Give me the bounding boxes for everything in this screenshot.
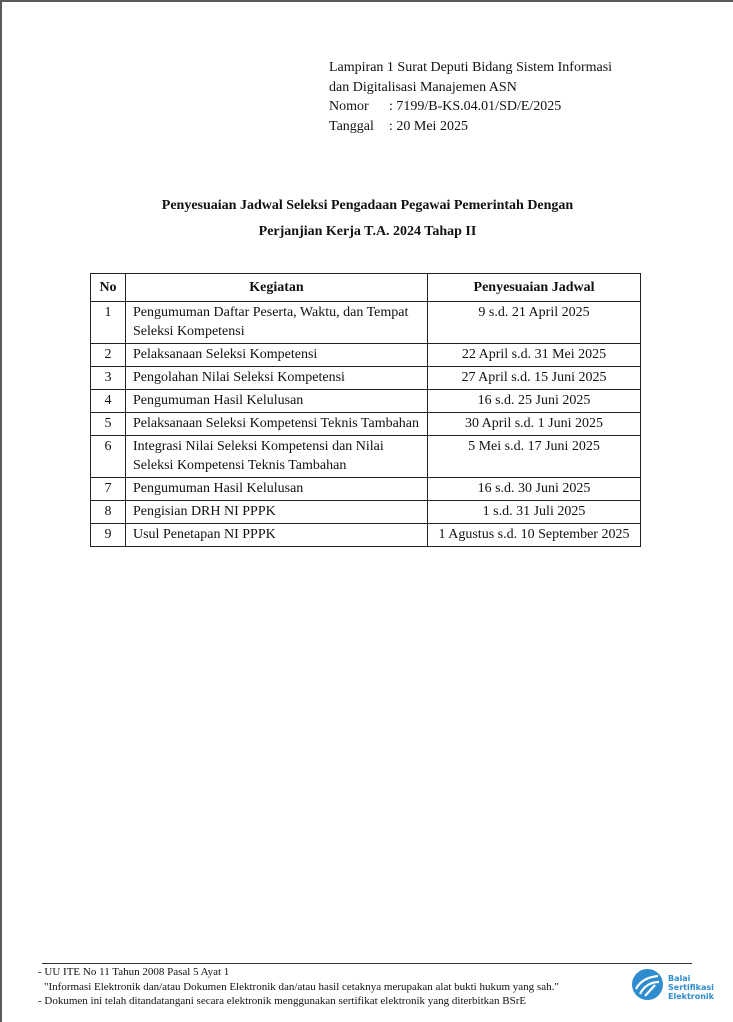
row-kegiatan: Pelaksanaan Seleksi Kompetensi [126,344,428,367]
header-jadwal: Penyesuaian Jadwal [428,274,641,302]
table-row [91,413,641,436]
footer-line-3: - Dokumen ini telah ditandatangani secara elektronik menggunakan sertifikat elektronik yang diterbitkan BSrE [38,995,527,1007]
row-jadwal: 22 April s.d. 31 Mei 2025 [428,344,641,367]
row-kegiatan: Usul Penetapan NI PPPK [126,524,428,547]
bsre-logo [631,968,714,1006]
title-line-2: Perjanjian Kerja T.A. 2024 Tahap II [258,224,477,239]
row-no: 4 [91,390,126,413]
bsre-logo-text [668,974,714,1001]
row-kegiatan: Pelaksanaan Seleksi Kompetensi Teknis Tambahan [126,413,428,436]
row-jadwal: 16 s.d. 25 Juni 2025 [428,390,641,413]
row-kegiatan: Integrasi Nilai Seleksi Kompetensi dan Nilai Seleksi Kompetensi Teknis Tambahan [126,436,428,478]
letterhead [329,58,612,136]
footer-line-1: - UU ITE No 11 Tahun 2008 Pasal 5 Ayat 1 [38,966,230,978]
row-no: 2 [91,344,126,367]
footer-divider [42,963,692,964]
header-kegiatan: Kegiatan [126,274,428,302]
row-jadwal: 1 Agustus s.d. 10 September 2025 [428,524,641,547]
table-row [91,390,641,413]
row-jadwal: 5 Mei s.d. 17 Juni 2025 [428,436,641,478]
row-jadwal: 9 s.d. 21 April 2025 [428,302,641,344]
table-row [91,367,641,390]
bsre-line-3: Elektronik [668,991,714,1001]
tanggal-value: : 20 Mei 2025 [389,118,468,134]
table-row [91,436,641,478]
letterhead-tanggal [329,117,612,137]
table-row [91,478,641,501]
row-no: 8 [91,501,126,524]
title-line-1: Penyesuaian Jadwal Seleksi Pengadaan Pegawai Pemerintah Dengan [161,198,574,213]
row-no: 3 [91,367,126,390]
row-no: 9 [91,524,126,547]
row-jadwal: 1 s.d. 31 Juli 2025 [428,501,641,524]
table-row [91,302,641,344]
document-page [2,2,733,1022]
table-row [91,344,641,367]
row-kegiatan: Pengisian DRH NI PPPK [126,501,428,524]
header-no: No [91,274,126,302]
bsre-line-1: Balai [668,973,691,983]
document-title [2,193,733,245]
tanggal-label: Tanggal [329,118,374,134]
bsre-logo-icon [631,968,664,1006]
row-jadwal: 27 April s.d. 15 Juni 2025 [428,367,641,390]
footer-notes [38,965,559,1009]
footer-line-2: "Informasi Elektronik dan/atau Dokumen Elektronik dan/atau hasil cetaknya merupakan alat bukti hukum yang sah." [44,980,559,993]
row-jadwal: 16 s.d. 30 Juni 2025 [428,478,641,501]
nomor-label: Nomor [329,99,369,114]
schedule-table [90,273,641,547]
row-no: 7 [91,478,126,501]
row-no: 1 [91,302,126,344]
bsre-line-2: Sertifikasi [668,982,714,992]
nomor-value: : 7199/B-KS.04.01/SD/E/2025 [389,99,562,114]
row-kegiatan: Pengumuman Hasil Kelulusan [126,390,428,413]
letterhead-line-1: Lampiran 1 Surat Deputi Bidang Sistem Informasi [329,60,613,75]
table-header-row [91,274,641,302]
letterhead-nomor [329,97,612,117]
row-jadwal: 30 April s.d. 1 Juni 2025 [428,413,641,436]
row-kegiatan: Pengolahan Nilai Seleksi Kompetensi [126,367,428,390]
table-row [91,501,641,524]
row-no: 6 [91,436,126,478]
letterhead-line-2: dan Digitalisasi Manajemen ASN [329,79,517,95]
row-no: 5 [91,413,126,436]
row-kegiatan: Pengumuman Hasil Kelulusan [126,478,428,501]
row-kegiatan: Pengumuman Daftar Peserta, Waktu, dan Tempat Seleksi Kompetensi [126,302,428,344]
table-row [91,524,641,547]
